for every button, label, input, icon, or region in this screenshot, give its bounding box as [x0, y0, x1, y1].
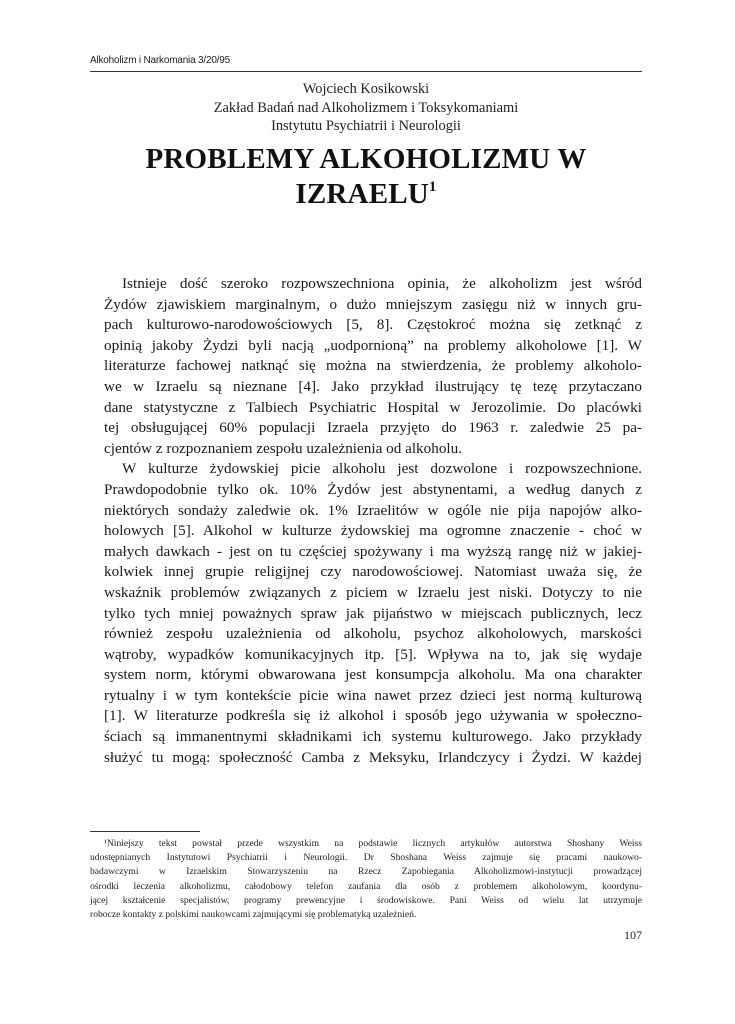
- paragraph-line: niektórych sondaży zaledwie ok. 1% Izraelitów w ogóle nie pija napojów alko-: [104, 501, 642, 519]
- paragraph-line: również zespołu uzależnienia od alkoholu, psychoz alkoholowych, marskości: [104, 625, 642, 643]
- title-line-1: PROBLEMY ALKOHOLIZMU W: [145, 143, 587, 175]
- title-line-2: [90, 177, 642, 212]
- paragraph-line: pach kulturowo-narodowościowych [5, 8]. Częstokroć można się zetknąć z: [104, 316, 642, 334]
- paragraph-line: opinią jakoby Żydzi byli nacją „uodpornioną” na problemy alkoholowe [1]. W: [104, 336, 642, 354]
- author-name: Wojciech Kosikowski: [302, 81, 430, 97]
- paragraph-line: rytualny i w tym kontekście picie wina nawet przez dzieci jest normą kulturową: [104, 686, 642, 704]
- paragraph-line: Istnieje dość szeroko rozpowszechniona opinia, że alkoholizm jest wśród: [122, 275, 642, 292]
- footnote-rule: [90, 831, 200, 832]
- paragraph-line: cjentów z rozpoznaniem zespołu uzależnienia od alkoholu.: [104, 439, 463, 457]
- paragraph-line: tylko tych mniej poważnych spraw jak pijaństwo w miejscach publicznych, lecz: [104, 604, 642, 622]
- footnote: [90, 837, 642, 922]
- paragraph-line: literaturze fachowej natknąć się można na stwierdzenia, że problemy alkoholo-: [104, 357, 642, 375]
- byline: [90, 80, 642, 136]
- paragraph-1: [104, 274, 642, 459]
- footnote-line: robocze kontakty z polskimi naukowcami zajmującymi się problematyką uzależnień.: [90, 909, 417, 921]
- paragraph-2: [104, 459, 642, 768]
- affiliation-line-2: Instytutu Psychiatrii i Neurologii: [271, 118, 461, 134]
- paragraph-line: we w Izraelu są nieznane [4]. Jako przykład ilustrujący tę tezę przytaczano: [104, 377, 642, 395]
- footnote-line: badawczymi w Izraelskim Stowarzyszeniu na Rzecz Zapobiegania Alkoholizmowi-instytucji prowadzącej: [90, 866, 642, 878]
- title-footnote-mark: 1: [428, 179, 437, 195]
- article-title: [90, 142, 642, 212]
- paragraph-line: małych dawkach - jest on tu częściej spożywany i ma wyższą rangę niż w jakiej-: [104, 542, 642, 560]
- header-rule: [90, 71, 642, 72]
- affiliation-line-1: Zakład Badań nad Alkoholizmem i Toksykomaniami: [213, 99, 519, 116]
- footnote-line: jącej kształcenie specjalistów, programy prewencyjne i środowiskowe. Pani Weiss od wielu lat utrzymuje: [90, 894, 642, 906]
- paragraph-line: ściach są immanentnymi składnikami ich systemu kulturowego. Jako przykłady: [104, 728, 642, 746]
- paragraph-line: kolwiek innej grupie religijnej czy narodowościowej. Natomiast uważa się, że: [104, 563, 642, 581]
- paragraph-line: holowych [5]. Alkohol w kulturze żydowskiej ma ogromne znaczenie - choć w: [104, 522, 642, 540]
- paragraph-line: system norm, którymi obwarowana jest konsumpcja alkoholu. Ma ona charakter: [104, 666, 642, 684]
- paragraph-line: [1]. W literaturze podkreśla się iż alkohol i sposób jego używania w społeczno-: [104, 707, 642, 725]
- footnote-line: ośrodki leczenia alkoholizmu, całodobowy telefon zaufania dla osób z problemem alkoholowym, koordynu-: [90, 880, 642, 892]
- paragraph-line: W kulturze żydowskiej picie alkoholu jest dozwolone i rozpowszechnione.: [122, 460, 642, 478]
- title-line-2-text: IZRAELU: [295, 178, 429, 210]
- paragraph-line: wskaźnik problemów związanych z piciem w Izraelu jest niski. Dotyczy to nie: [104, 583, 642, 601]
- article-body: [104, 274, 642, 768]
- footnote-line: ¹Niniejszy tekst powstał przede wszystkim na podstawie licznych artykułów autorstwa Shoshany Weiss: [104, 838, 642, 849]
- paragraph-line: wątroby, wypadków komunikacyjnych itp. [5]. Wpływa na to, jak się wydaje: [104, 645, 642, 663]
- paragraph-line: służyć tu mogą: społeczność Camba z Meksyku, Irlandczycy i Żydzi. W każdej: [104, 748, 642, 766]
- paragraph-line: tej obsługującej 60% populacji Izraela przyjęto do 1963 r. zaledwie 25 pa-: [104, 419, 642, 437]
- page-number: 107: [624, 928, 642, 942]
- paragraph-line: Żydów zjawiskiem marginalnym, o dużo mniejszym zasięgu niż w innych gru-: [104, 295, 642, 313]
- paragraph-line: dane statystyczne z Talbiech Psychiatric Hospital w Jerozolimie. Do placówki: [104, 398, 642, 416]
- journal-header: Alkoholizm i Narkomania 3/20/95: [90, 55, 230, 66]
- paragraph-line: Prawdopodobnie tylko ok. 10% Żydów jest abstynentami, a według danych z: [104, 480, 642, 498]
- footnote-line: udostępnianych Instytutowi Psychiatrii i Neurologii. Dr Shoshana Weiss zajmuje się pracami naukowo-: [90, 852, 642, 864]
